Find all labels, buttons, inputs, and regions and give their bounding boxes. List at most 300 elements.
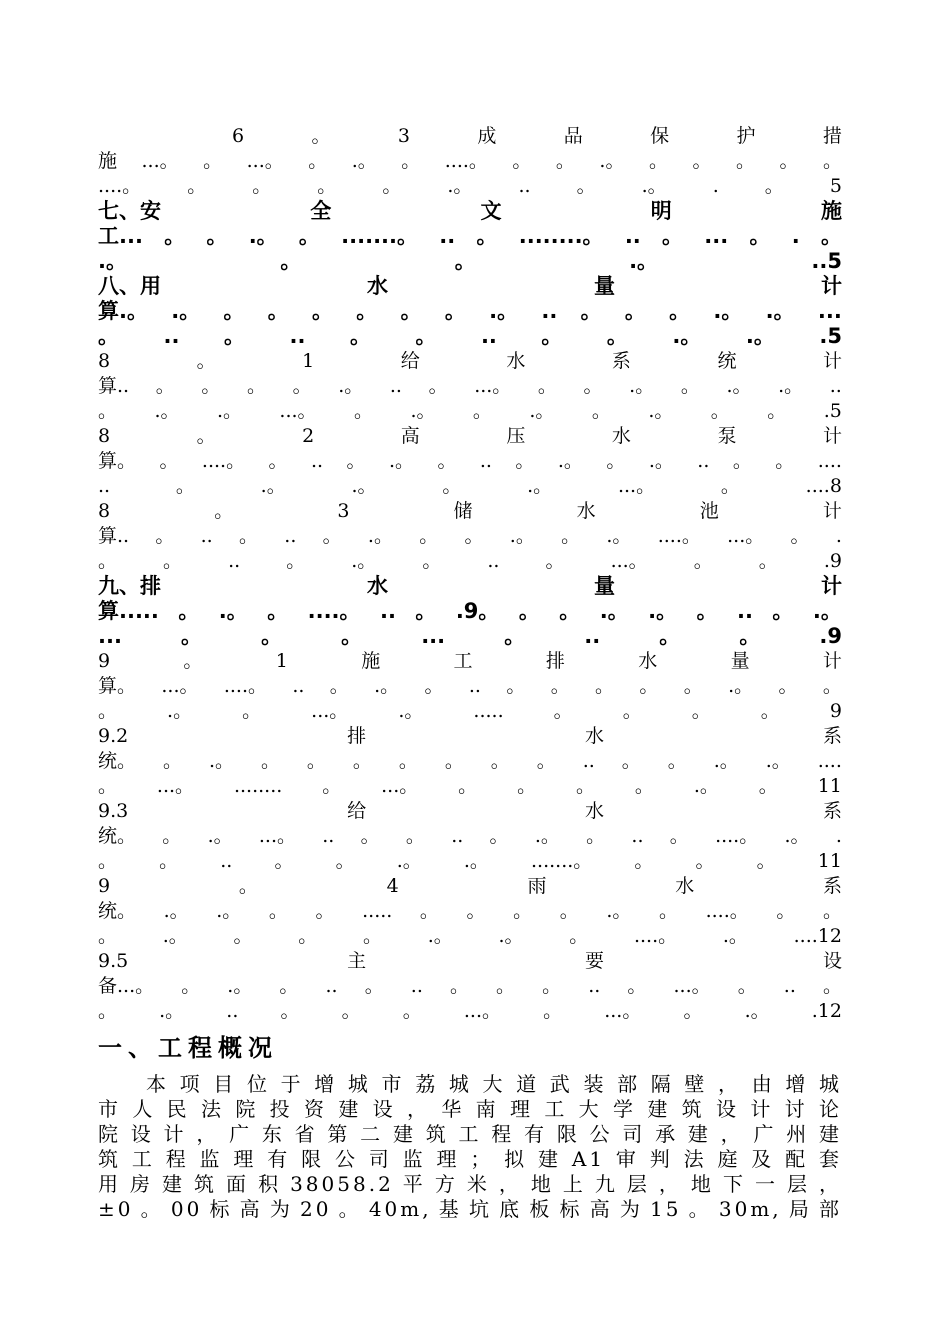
toc-line: [98, 774, 842, 799]
toc-token: 文: [480, 199, 502, 223]
toc-token: ..: [228, 550, 241, 572]
toc-token: 。: [580, 299, 602, 323]
toc-token: 11: [817, 850, 842, 872]
toc-token: 七、安: [98, 199, 161, 223]
toc-token: .。: [744, 1000, 770, 1022]
toc-token: ..: [289, 324, 306, 348]
toc-token: 水: [585, 725, 605, 747]
toc-token: 水: [506, 350, 526, 372]
toc-token: 护: [736, 125, 756, 147]
toc-token: 。: [669, 299, 691, 323]
toc-token: 计: [822, 650, 842, 672]
toc-token: 。: [476, 224, 498, 248]
toc-token: ..: [200, 525, 213, 547]
toc-entry[interactable]: [98, 799, 842, 874]
toc-token: 。: [624, 299, 646, 323]
toc-line: [98, 449, 842, 474]
toc-token: ..: [582, 750, 595, 772]
toc-token: .。: [765, 750, 791, 772]
toc-token: ..: [451, 825, 464, 847]
toc-token: 。: [162, 750, 182, 772]
toc-token: ...。: [610, 550, 648, 572]
toc-token: 排: [545, 650, 565, 672]
toc-token: .。: [648, 400, 674, 422]
toc-token: 。: [298, 925, 318, 947]
toc-token: 。: [311, 125, 331, 147]
toc-line: [98, 649, 842, 674]
toc-line: [98, 574, 842, 599]
toc-token: 6: [232, 125, 245, 147]
toc-token: .。: [367, 525, 393, 547]
toc-token: ...。: [156, 775, 195, 797]
toc-token: 明: [650, 199, 672, 223]
toc-token: 。: [606, 324, 628, 348]
toc-token: ...。: [246, 150, 284, 172]
toc-token: .。: [410, 400, 436, 422]
toc-token: 。: [513, 900, 533, 922]
toc-entry[interactable]: [98, 724, 842, 799]
toc-token: .。: [218, 599, 248, 623]
toc-token: 。: [749, 224, 771, 248]
toc-token: 给: [347, 800, 367, 822]
toc-token: 。: [634, 775, 654, 797]
toc-token: 。: [553, 700, 573, 722]
toc-token: .5: [823, 400, 842, 422]
toc-token: 。: [537, 375, 557, 397]
toc-token: 。: [536, 750, 556, 772]
toc-token: 。: [223, 324, 245, 348]
toc-token: 系: [822, 800, 842, 822]
toc-token: 。: [764, 175, 784, 197]
toc-line: [98, 924, 842, 949]
toc-line: [98, 599, 842, 624]
toc-token: ...。: [474, 375, 512, 397]
toc-token: 。: [583, 375, 603, 397]
toc-token: ........: [233, 775, 283, 797]
toc-token: 。: [335, 850, 355, 872]
toc-token: 。: [680, 375, 700, 397]
toc-token: .。: [629, 375, 655, 397]
toc-token: 措: [822, 125, 842, 147]
toc-token: 设: [822, 950, 842, 972]
toc-token: ...。: [673, 975, 711, 997]
toc-token: 成: [477, 125, 497, 147]
toc-token: 。: [737, 975, 757, 997]
toc-token: 。: [317, 175, 337, 197]
toc-token: ..: [468, 675, 481, 697]
toc-entry[interactable]: [98, 649, 842, 724]
toc-token: ..: [389, 375, 402, 397]
toc-token: 九、排: [98, 574, 161, 598]
toc-token: 。: [569, 925, 589, 947]
toc-token: 。: [627, 975, 647, 997]
toc-token: 施: [98, 150, 118, 172]
toc-token: 统: [717, 350, 737, 372]
toc-token: 。: [758, 550, 778, 572]
toc-line: [98, 299, 842, 324]
toc-token: 。: [187, 175, 207, 197]
toc-token: 。: [308, 150, 328, 172]
toc-token: ...。: [279, 400, 317, 422]
toc-token: ...。: [258, 825, 296, 847]
toc-token: .9。: [455, 599, 500, 623]
toc-token: ..: [584, 624, 601, 648]
toc-token: 。: [543, 1000, 563, 1022]
toc-token: 算..: [98, 375, 130, 397]
toc-token: ....。: [223, 675, 267, 697]
toc-token: .。: [629, 249, 659, 273]
toc-token: .。: [159, 1000, 185, 1022]
toc-token: 水: [675, 875, 695, 897]
toc-token: ....。: [633, 925, 678, 947]
toc-token: ..: [379, 599, 396, 623]
toc-token: 。: [504, 624, 526, 648]
toc-token: ..: [624, 224, 641, 248]
toc-token: ..: [325, 975, 338, 997]
toc-token: 。: [695, 850, 715, 872]
toc-token: 。: [595, 675, 615, 697]
toc-token: 算..: [98, 525, 130, 547]
toc-entry[interactable]: [98, 349, 842, 424]
toc-token: .。: [216, 400, 242, 422]
toc-line: [98, 124, 842, 149]
toc-token: 。: [515, 450, 535, 472]
toc-token: 工: [453, 650, 473, 672]
toc-token: 。: [268, 900, 288, 922]
toc-token: 。: [648, 150, 668, 172]
toc-token: 9.3: [98, 800, 129, 822]
toc-token: 。: [268, 450, 288, 472]
toc-token: .。: [599, 150, 625, 172]
toc-token: 。: [312, 299, 334, 323]
toc-token: 。: [405, 825, 425, 847]
toc-token: 。: [696, 599, 718, 623]
toc-token: 。: [454, 249, 476, 273]
toc-token: .。: [162, 925, 188, 947]
toc-token: 。: [458, 775, 478, 797]
toc-token: 备...。: [98, 975, 155, 997]
toc-token: 。: [606, 450, 626, 472]
toc-token: 。: [658, 900, 678, 922]
toc-token: 。: [206, 224, 228, 248]
toc-token: .。: [726, 375, 752, 397]
toc-token: 。: [518, 599, 540, 623]
toc-token: 。: [683, 675, 703, 697]
toc-token: 。: [621, 750, 641, 772]
toc-token: 水: [611, 425, 631, 447]
toc-token: 。: [346, 450, 366, 472]
toc-token: ....。: [98, 175, 142, 197]
toc-token: 。: [464, 525, 484, 547]
toc-line: [98, 324, 842, 349]
toc-token: .。: [338, 375, 364, 397]
toc-token: .9: [819, 624, 842, 648]
toc-token: 。: [550, 675, 570, 697]
toc-token: .。: [427, 925, 453, 947]
toc-token: 量: [730, 650, 750, 672]
toc-token: 。: [444, 299, 466, 323]
toc-line: [98, 699, 842, 724]
toc-token: 。: [822, 900, 842, 922]
toc-token: 。: [591, 400, 611, 422]
toc-entry[interactable]: [98, 199, 842, 274]
toc-token: 。: [424, 675, 444, 697]
toc-token: ..: [310, 450, 324, 472]
toc-token: ..: [322, 825, 335, 847]
toc-token: 。: [541, 324, 563, 348]
toc-token: ..: [439, 224, 456, 248]
toc-token: ....8: [805, 475, 842, 497]
toc-token: 1: [275, 650, 288, 672]
toc-token: 。: [692, 150, 712, 172]
toc-token: .。: [557, 450, 583, 472]
toc-line: [98, 199, 842, 224]
toc-line: [98, 674, 842, 699]
toc-token: 。: [223, 299, 245, 323]
toc-token: 泵: [717, 425, 737, 447]
toc-token: 高: [400, 425, 420, 447]
toc-token: 。: [693, 550, 713, 572]
toc-token: .。: [599, 599, 629, 623]
toc-token: ..: [220, 850, 233, 872]
toc-token: 算。: [98, 675, 137, 697]
toc-token: 水: [367, 274, 388, 298]
toc-token: .。: [722, 925, 748, 947]
toc-token: 。: [449, 975, 469, 997]
toc-line: [98, 749, 842, 774]
toc-token: 八、用: [98, 274, 161, 298]
toc-token: .。: [208, 750, 234, 772]
toc-token: 。: [286, 550, 306, 572]
toc-token: 计: [822, 500, 842, 522]
toc-token: 5: [829, 175, 842, 197]
toc-token: 给: [400, 350, 420, 372]
toc-token: 。: [559, 900, 579, 922]
toc-token: 。: [360, 825, 380, 847]
toc-token: 4: [386, 875, 399, 897]
toc-token: 。: [196, 350, 216, 372]
toc-token: ...: [704, 224, 729, 248]
toc-token: 。: [292, 375, 312, 397]
toc-token: ...。: [161, 675, 199, 697]
toc-token: 。: [306, 750, 326, 772]
toc-token: 。: [201, 375, 221, 397]
toc-token: ...。: [463, 1000, 501, 1022]
toc-token: ...: [421, 624, 446, 648]
toc-token: ..: [588, 975, 601, 997]
toc-token: ....。: [657, 525, 701, 547]
toc-token: ...。: [381, 775, 419, 797]
toc-line: [98, 349, 842, 374]
toc-token: 。: [496, 975, 516, 997]
toc-token: 。: [382, 175, 402, 197]
toc-token: 水: [367, 574, 388, 598]
toc-token: .。: [447, 175, 473, 197]
toc-token: .。: [216, 900, 242, 922]
toc-line: [98, 224, 842, 249]
toc-token: ....。: [444, 150, 488, 172]
toc-token: 。: [428, 375, 448, 397]
toc-entry[interactable]: [98, 574, 842, 649]
toc-line: [98, 999, 842, 1024]
toc-token: .。: [489, 299, 519, 323]
toc-token: 。: [402, 1000, 422, 1022]
paragraph-line: 用房建筑面积38058.2平方米，地上九层，地下一层，: [98, 1172, 842, 1196]
toc-token: ..: [541, 299, 558, 323]
toc-line: [98, 374, 842, 399]
toc-token: ....。: [705, 900, 749, 922]
toc-token: 。: [260, 750, 280, 772]
toc-token: 计: [821, 574, 842, 598]
toc-token: 要: [585, 950, 605, 972]
toc-line: [98, 249, 842, 274]
toc-token: ...。: [727, 525, 765, 547]
toc-token: 。: [760, 700, 780, 722]
toc-token: 排: [347, 725, 367, 747]
toc-token: 。: [506, 675, 526, 697]
toc-token: 11: [817, 775, 842, 797]
toc-token: .。: [648, 450, 674, 472]
toc-token: ..: [518, 175, 531, 197]
toc-token: 。: [415, 324, 437, 348]
toc-token: .。: [260, 475, 286, 497]
toc-token: 。: [214, 500, 234, 522]
toc-token: 。: [683, 1000, 703, 1022]
toc-token: 。: [155, 375, 175, 397]
toc-token: 。: [415, 599, 437, 623]
toc-token: .。: [745, 324, 775, 348]
paragraph-line: 市人民法院投资建设，华南理工大学建筑设计讨论: [98, 1097, 842, 1121]
toc-token: ....。: [715, 825, 759, 847]
toc-token: ....: [817, 750, 842, 772]
toc-entry[interactable]: [98, 874, 842, 949]
toc-token: 系: [822, 875, 842, 897]
toc-token: 9: [98, 875, 111, 897]
toc-token: 。: [466, 900, 486, 922]
toc-token: 。: [163, 550, 183, 572]
toc-token: ..: [410, 975, 423, 997]
toc-token: .。: [154, 400, 180, 422]
toc-entry[interactable]: [98, 949, 842, 1024]
toc-token: 。: [98, 775, 118, 797]
toc-token: 。: [98, 1000, 118, 1022]
toc-token: 算。: [98, 450, 137, 472]
toc-token: 。: [364, 975, 384, 997]
toc-token: .。: [398, 700, 424, 722]
toc-token: .。: [396, 850, 422, 872]
toc-token: 。: [422, 550, 442, 572]
project-overview-paragraph: [98, 1072, 842, 1222]
toc-token: 。: [634, 850, 654, 872]
toc-token: .。: [388, 450, 414, 472]
toc-token: .。: [227, 975, 253, 997]
toc-token: 。: [98, 324, 119, 348]
toc-entry[interactable]: [98, 124, 842, 199]
toc-token: 系: [822, 725, 842, 747]
toc-token: .。: [527, 475, 553, 497]
toc-token: 。: [155, 525, 175, 547]
toc-token: 。: [353, 400, 373, 422]
toc-token: .......。: [531, 850, 593, 872]
toc-token: 压: [506, 425, 526, 447]
toc-line: [98, 524, 842, 549]
toc-line: [98, 949, 842, 974]
toc-entry[interactable]: [98, 499, 842, 574]
toc-token: 。: [246, 375, 266, 397]
toc-token: ..: [98, 475, 111, 497]
toc-token: 。: [178, 599, 200, 623]
toc-token: 。: [315, 900, 335, 922]
toc-token: 。: [561, 525, 581, 547]
toc-token: ....。: [201, 450, 246, 472]
toc-token: ..: [163, 324, 180, 348]
toc-token: 计: [822, 425, 842, 447]
toc-token: 算.....: [98, 599, 159, 623]
toc-line: [98, 474, 842, 499]
toc-token: .。: [765, 299, 795, 323]
toc-token: .12: [811, 1000, 842, 1022]
toc-token: .。: [248, 224, 278, 248]
toc-token: 。: [758, 775, 778, 797]
toc-token: 。: [298, 224, 320, 248]
toc-entry[interactable]: [98, 424, 842, 499]
toc-token: 。: [362, 925, 382, 947]
toc-token: 工...: [98, 224, 143, 248]
toc-token: ..: [697, 450, 710, 472]
toc-token: 9: [98, 650, 111, 672]
toc-token: ...。: [141, 150, 179, 172]
toc-token: 。: [437, 450, 457, 472]
toc-entry[interactable]: [98, 274, 842, 349]
toc-token: .......。: [341, 224, 419, 248]
toc-token: 。: [242, 700, 262, 722]
toc-token: .。: [693, 775, 719, 797]
toc-token: 。: [442, 475, 462, 497]
toc-token: 8: [98, 350, 111, 372]
toc-token: 。: [356, 299, 378, 323]
toc-token: 。: [238, 875, 258, 897]
toc-token: 。: [575, 775, 595, 797]
toc-token: 施: [821, 199, 842, 223]
toc-token: 。: [261, 624, 283, 648]
toc-line: [98, 274, 842, 299]
toc-token: 统。: [98, 900, 137, 922]
toc-token: 。: [183, 650, 203, 672]
toc-token: 。: [98, 700, 118, 722]
toc-token: .5: [819, 324, 842, 348]
toc-token: .。: [648, 599, 678, 623]
toc-token: 。: [662, 224, 684, 248]
toc-token: 9.2: [98, 725, 129, 747]
toc-token: 计: [821, 274, 842, 298]
toc-token: 。: [559, 599, 581, 623]
section-heading: 一、工程概况: [98, 1034, 278, 1062]
paragraph-line: ±0。00标高为20。40m,基坑底板标高为15。30m,局部: [98, 1197, 842, 1221]
toc-token: .。: [606, 525, 632, 547]
toc-token: .: [835, 525, 842, 547]
toc-token: 。: [778, 675, 798, 697]
toc-token: .。: [351, 475, 377, 497]
toc-token: ..: [487, 550, 500, 572]
toc-token: .。: [713, 750, 739, 772]
toc-token: 水: [585, 800, 605, 822]
toc-line: [98, 549, 842, 574]
toc-token: ..: [292, 675, 305, 697]
toc-token: 。: [159, 850, 179, 872]
toc-token: 。: [576, 175, 596, 197]
toc-token: ...: [817, 299, 842, 323]
toc-token: 。: [667, 750, 687, 772]
